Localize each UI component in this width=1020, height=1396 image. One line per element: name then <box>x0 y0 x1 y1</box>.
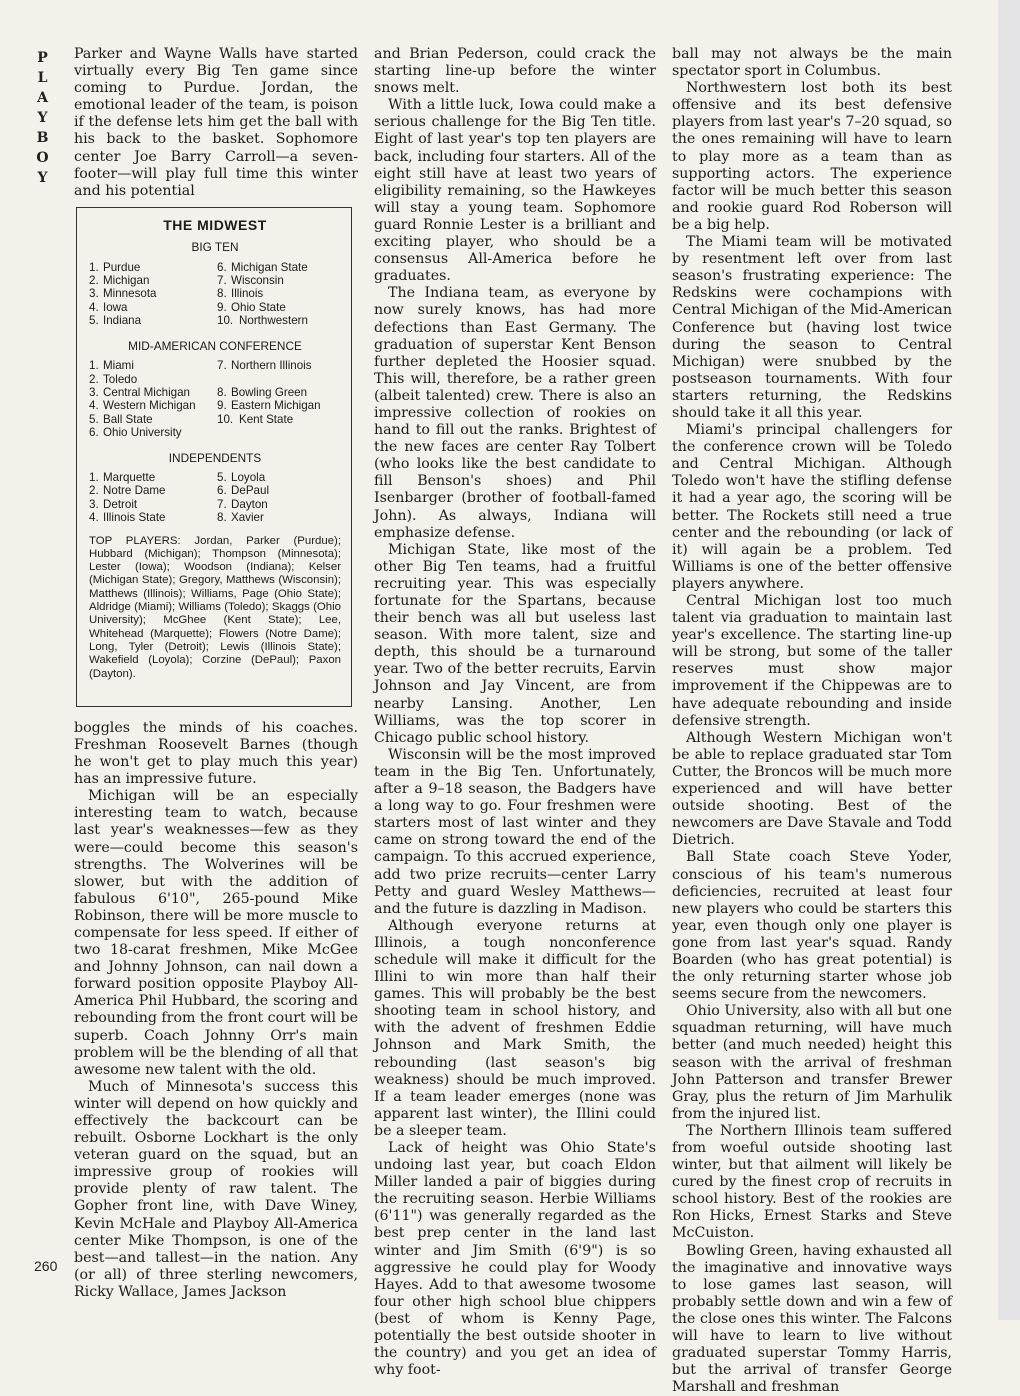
team-name: Dayton <box>231 497 268 511</box>
standings-list <box>89 261 341 328</box>
standings-item <box>89 314 217 327</box>
rank-number: 1. <box>89 260 99 274</box>
team-name: Toledo <box>103 372 138 386</box>
rank-number: 4. <box>89 399 99 413</box>
team-name: Western Michigan <box>103 399 196 413</box>
standings-item <box>217 359 353 372</box>
team-name: Minnesota <box>103 287 157 301</box>
team-name: Ohio University <box>103 426 182 440</box>
standings-item <box>89 498 217 511</box>
rank-number: 4. <box>89 511 99 525</box>
rank-number: 10. <box>217 314 234 328</box>
article-paragraph: and Brian Pederson, could crack the starting line-up before the winter snows melt. <box>374 46 656 97</box>
team-name: Michigan State <box>231 260 308 274</box>
rank-number: 5. <box>89 314 99 328</box>
rank-number: 5. <box>217 470 227 484</box>
standings-item <box>217 301 353 314</box>
rank-number: 3. <box>89 385 99 399</box>
rank-number: 1. <box>89 470 99 484</box>
masthead-letter: P <box>37 50 55 66</box>
conference-heading: BIG TEN <box>191 240 239 255</box>
team-name: Northern Illinois <box>231 359 312 373</box>
article-paragraph: Parker and Wayne Walls have started virtually every Big Ten game since coming to Purdue. Jordan, the emotional leader of the team, is poison if the defense lets him get the ball with his back to the basket. Sophomore center Joe Barry Carroll—a seven-footer—will play full time this winter and his potential <box>74 46 358 199</box>
article-paragraph: The Miami team will be motivated by resentment left over from last season's frustrating experience: The Redskins were cochampions with Central Michigan of the Mid-American Conference but (having lost twice during the season to Central Michigan) were snubbed by the postseason tournaments. With four starters returning, the Redskins should take it all this year. <box>672 234 952 421</box>
rank-number: 7. <box>217 497 227 511</box>
standings-item <box>89 471 217 484</box>
rank-number: 2. <box>89 372 99 386</box>
article-paragraph: Michigan State, like most of the other Big Ten teams, had a fruitful recruiting year. This was especially fortunate for the Spartans, because their bench was all but useless last season. With more talent, size and depth, this should be a turnaround year. Two of the better recruits, Earvin Johnson and Jay Vincent, are from nearby Lansing. Another, Len Williams, was the top scorer in Chicago public school history. <box>374 541 656 746</box>
rank-number: 6. <box>217 484 227 498</box>
standings-item <box>217 498 353 511</box>
standings-item <box>217 274 353 287</box>
rank-number: 8. <box>217 385 227 399</box>
standings-item <box>217 386 353 399</box>
top-players: TOP PLAYERS: Jordan, Parker (Purdue); Hubbard (Michigan); Thompson (Minnesota); Lester (Iowa); Woodson (Indiana); Kelser (Michigan State); Gregory, Matthews (Wisconsin); Matthews (Illinois); Williams, Page (Ohio State); Aldridge (Miami); Williams (Toledo); Skaggs (Ohio University); McGhee (Kent State); Lee, Whitehead (Marquette); Flowers (Notre Dame); Long, Tyler (Detroit); Lewis (Illinois State); Wakefield (Loyola); Corzine (DePaul); Paxon (Dayton). <box>89 534 341 680</box>
column-1 <box>74 46 358 1301</box>
rank-number: 7. <box>217 359 227 373</box>
column-2 <box>374 46 656 1379</box>
masthead-letter: Y <box>37 110 55 126</box>
rank-number: 3. <box>89 497 99 511</box>
rank-number: 8. <box>217 287 227 301</box>
article-paragraph: Ball State coach Steve Yoder, conscious of his team's numerous deficiencies, recruited at least four new players who could be starters this year, even though only one player is gone from last year's squad. Randy Boarden (who has great potential) is the only returning starter whose job seems secure from the newcomers. <box>672 849 952 1003</box>
team-name: Bowling Green <box>231 385 308 399</box>
standings-item <box>217 484 353 497</box>
article-paragraph: With a little luck, Iowa could make a serious challenge for the Big Ten title. Eight of last year's top ten players are back, including four starters. All of the eight still have at least two years of eligibility remaining, so the Hawkeyes will stay a young team. Sophomore guard Ronnie Lester is a brilliant and exciting player, who should be a consensus All-America before he graduates. <box>374 97 656 285</box>
team-name: Northwestern <box>239 314 308 328</box>
scan-edge <box>998 0 1020 1320</box>
rank-number: 10. <box>217 412 234 426</box>
column-3 <box>672 46 952 1396</box>
rank-number: 6. <box>89 426 99 440</box>
standings-list <box>89 471 341 525</box>
rank-number: 3. <box>89 287 99 301</box>
masthead-letter: Y <box>37 170 55 186</box>
standings-item <box>89 399 217 412</box>
team-name: Eastern Michigan <box>231 399 321 413</box>
masthead-letter: A <box>37 90 55 106</box>
rank-number: 4. <box>89 300 99 314</box>
article-paragraph: The Northern Illinois team suffered from woeful outside shooting last winter, but that ailment will likely be cured by the finest crop of recruits in school history. Best of the rookies are Ron Hicks, Ernest Starks and Steve McCuiston. <box>672 1122 952 1242</box>
column-1-lead <box>74 46 358 200</box>
article-paragraph: ball may not always be the main spectator sport in Columbus. <box>672 46 952 80</box>
masthead <box>34 48 58 188</box>
standings-item <box>217 426 353 439</box>
team-name: Illinois State <box>103 511 166 525</box>
article-paragraph: Miami's principal challengers for the conference crown will be Toledo and Central Michigan. Although Toledo won't have the stifling defense it had a year ago, the scoring will be better. The Rockets still need a true center and the rebounding (or lack of it) will again be a problem. Ted Williams is one of the better offensive players anywhere. <box>672 422 952 592</box>
standings-item <box>217 399 353 412</box>
page-number: 260 <box>34 1258 58 1274</box>
team-name: Iowa <box>103 300 128 314</box>
standings-item <box>217 511 353 524</box>
article-paragraph: Wisconsin will be the most improved team in the Big Ten. Unfortunately, after a 9–18 season, the Badgers have a long way to go. Four freshmen were starters most of last winter and they came on strong toward the end of the campaign. To this accrued experience, add two prize recruits—center Larry Petty and guard Wesley Matthews—and the future is dazzling in Madison. <box>374 746 656 917</box>
team-name: Notre Dame <box>103 484 166 498</box>
standings-item <box>89 301 217 314</box>
standings-item <box>89 373 217 386</box>
masthead-letter: B <box>36 130 56 146</box>
team-name: Marquette <box>103 470 156 484</box>
standings-item <box>217 261 353 274</box>
standings-item <box>89 511 217 524</box>
article-paragraph: boggles the minds of his coaches. Freshman Roosevelt Barnes (though he won't get to play much this year) has an impressive future. <box>74 719 358 788</box>
article-paragraph: The Indiana team, as everyone by now surely knows, has had more defections than East Germany. The graduation of superstar Kent Benson further depleted the Hoosier squad. This will, therefore, be a rather green (albeit talented) crew. There is also an impressive collection of rookies on hand to fill out the ranks. Brightest of the new faces are center Ray Tolbert (who looks like the best candidate to fill Benson's shoes) and Phil Isenbarger (brother of football-famed John). As always, Indiana will emphasize defense. <box>374 285 656 541</box>
rank-number: 7. <box>217 274 227 288</box>
standings-item <box>89 386 217 399</box>
rank-number <box>217 373 231 386</box>
standings-list <box>89 359 341 439</box>
team-name: Detroit <box>103 497 138 511</box>
team-name: Indiana <box>103 314 142 328</box>
rank-number: 2. <box>89 484 99 498</box>
rank-number: 6. <box>217 260 227 274</box>
rank-number: 9. <box>217 300 227 314</box>
article-paragraph: Although Western Michigan won't be able to replace graduated star Tom Cutter, the Broncos will be much more experienced and will have better outside shooting. Best of the newcomers are Dave Stavale and Todd Dietrich. <box>672 729 952 849</box>
article-paragraph: Much of Minnesota's success this winter will depend on how quickly and effectively the backcourt can be rebuilt. Osborne Lockhart is the only veteran guard on the squad, but an impressive group of rookies will provide plenty of raw talent. The Gopher front line, with Dave Winey, Kevin McHale and Playboy All-America center Mike Thompson, is one of the best—and tallest—in the nation. Any (or all) of three sterling newcomers, Ricky Wallace, James Jackson <box>74 1078 358 1300</box>
standings-item <box>89 426 217 439</box>
team-name: Illinois <box>231 287 264 301</box>
box-title: THE MIDWEST <box>163 216 267 233</box>
rank-number: 8. <box>217 511 227 525</box>
team-name: Wisconsin <box>231 274 284 288</box>
team-name: Kent State <box>239 412 294 426</box>
conference-heading: INDEPENDENTS <box>168 450 262 465</box>
team-name: Central Michigan <box>103 385 190 399</box>
team-name: DePaul <box>231 484 270 498</box>
masthead-letter: L <box>37 70 55 86</box>
column-1-continued <box>74 720 358 1301</box>
standings-item <box>217 373 353 386</box>
rank-number: 1. <box>89 359 99 373</box>
rank-number: 5. <box>89 412 99 426</box>
masthead-letter: O <box>36 150 56 166</box>
team-name: Ohio State <box>231 300 286 314</box>
standings-item <box>89 287 217 300</box>
rank-number <box>217 426 231 439</box>
conference-heading: MID-AMERICAN CONFERENCE <box>128 338 302 353</box>
standings-box <box>76 207 352 707</box>
standings-item <box>217 314 353 327</box>
team-name: Xavier <box>231 511 264 525</box>
article-paragraph: Central Michigan lost too much talent via graduation to maintain last year's excellence. The starting line-up will be strong, but some of the taller reserves must show major improvement if the Chippewas are to have adequate rebounding and inside defensive strength. <box>672 593 952 729</box>
article-paragraph: Although everyone returns at Illinois, a tough nonconference schedule will make it difficult for the Illini to win more than half their games. This will probably be the best shooting team in school history, and with the advent of freshmen Eddie Johnson and Mark Smith, the rebounding (last season's big weakness) should be much improved. If a team leader emerges (none was apparent last winter), the Illini could be a sleeper team. <box>374 917 656 1139</box>
team-name: Miami <box>103 359 134 373</box>
article-paragraph: Northwestern lost both its best offensive and its best defensive players from last year's 7–20 squad, so the ones remaining will have to learn to play more as a team than as supporting actors. The experience factor will be much better this season and rookie guard Rod Roberson will be a big help. <box>672 80 952 233</box>
team-name: Loyola <box>231 470 266 484</box>
standings-item <box>89 274 217 287</box>
standings-item <box>217 413 353 426</box>
article-paragraph: Ohio University, also with all but one squadman returning, will have much better (and much needed) height this season with the arrival of freshman John Patterson and transfer Brewer Gray, plus the return of Jim Marhulik from the injured list. <box>672 1003 952 1122</box>
standings-item <box>89 484 217 497</box>
standings-item <box>89 413 217 426</box>
rank-number: 2. <box>89 274 99 288</box>
team-name: Michigan <box>103 274 150 288</box>
standings-item <box>217 471 353 484</box>
standings-item <box>217 287 353 300</box>
article-paragraph: Bowling Green, having exhausted all the imaginative and innovative ways to lose games last season, will probably settle down and win a few of the close ones this winter. The Falcons will have to learn to live without graduated superstar Tommy Harris, but the arrival of transfer George Marshall and freshman <box>672 1242 952 1396</box>
standings-item <box>89 359 217 372</box>
box-sections <box>89 241 341 524</box>
team-name: Ball State <box>103 412 153 426</box>
team-name: Purdue <box>103 260 141 274</box>
article-paragraph: Michigan will be an especially interesting team to watch, because last year's weaknesses—few as they were—could become this season's strengths. The Wolverines will be slower, but with the addition of fabulous 6'10", 265-pound Mike Robinson, there will be more muscle to compensate for less speed. If either of two 18-carat freshmen, Mike McGee and Johnny Johnson, can nail down a forward position opposite Playboy All-America Phil Hubbard, the scoring and rebounding from the front court will be superb. Coach Johnny Orr's main problem will be the blending of all that awesome new talent with the old. <box>74 788 358 1078</box>
article-paragraph: Lack of height was Ohio State's undoing last year, but coach Eldon Miller landed a pair of biggies during the recruiting season. Herbie Williams (6'11") was generally regarded as the best prep center in the land last winter and Jim Smith (6'9") is so aggressive he could play for Woody Hayes. Add to that awesome twosome four other high school blue chippers (best of whom is Kenny Page, potentially the best outside shooter in the country) and you get an idea of why foot- <box>374 1140 656 1379</box>
rank-number: 9. <box>217 399 227 413</box>
standings-item <box>89 261 217 274</box>
